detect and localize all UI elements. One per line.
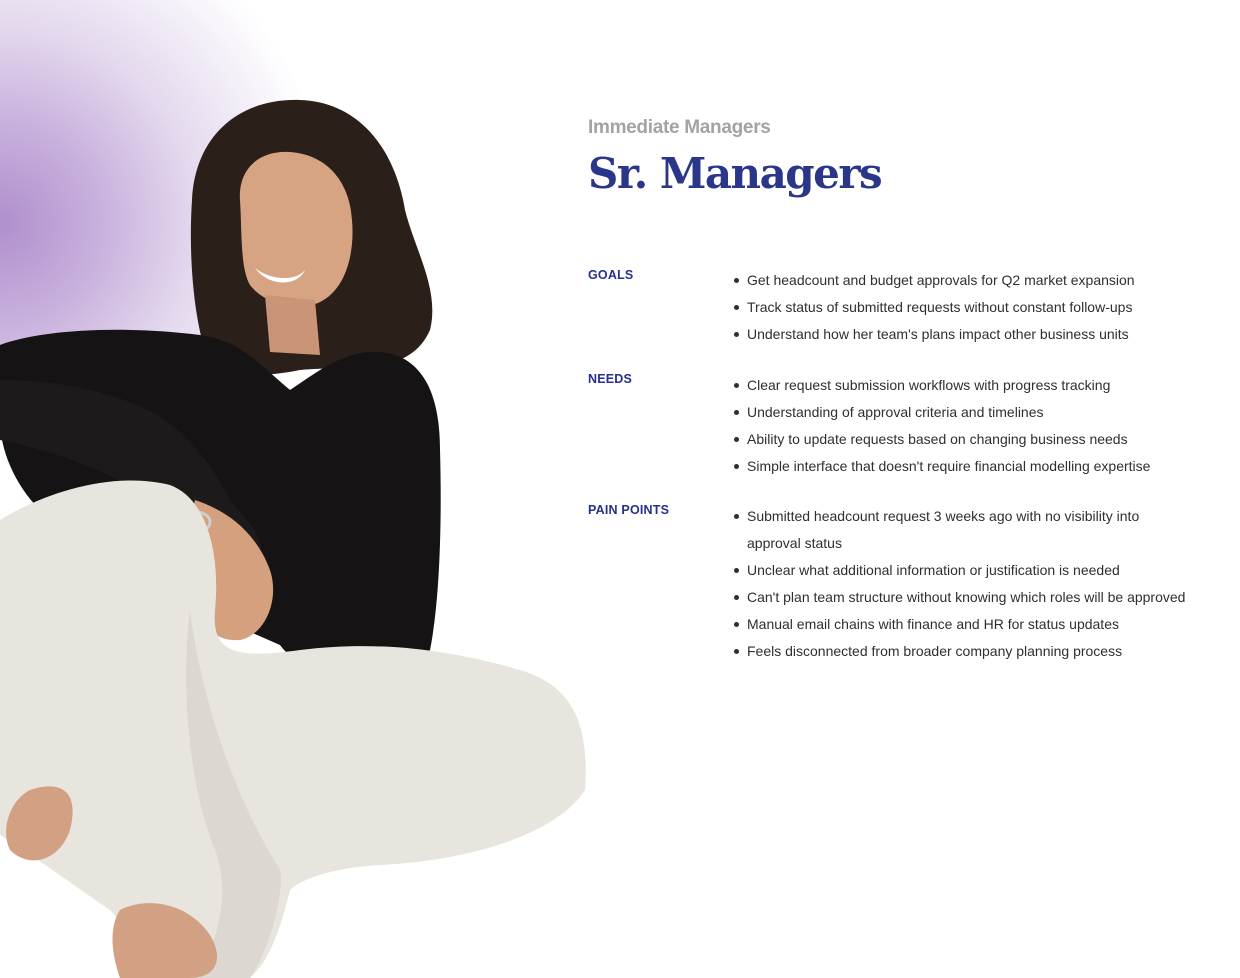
needs-section: [588, 372, 1208, 480]
persona-title: Sr. Managers: [588, 149, 882, 198]
needs-item: Understanding of approval criteria and timelines: [734, 399, 1194, 426]
pain-points-list: [734, 503, 1194, 665]
pain-point-item: Submitted headcount request 3 weeks ago with no visibility into approval status: [734, 503, 1194, 557]
needs-item: Simple interface that doesn't require financial modelling expertise: [734, 453, 1194, 480]
goals-item: Understand how her team's plans impact other business units: [734, 321, 1194, 348]
goals-section: [588, 267, 1208, 348]
persona-subtitle: Immediate Managers: [588, 117, 771, 138]
goals-item: Get headcount and budget approvals for Q2 market expansion: [734, 267, 1194, 294]
pain-point-item: Feels disconnected from broader company planning process: [734, 638, 1194, 665]
pain-point-item: Can't plan team structure without knowing which roles will be approved: [734, 584, 1194, 611]
pain-points-section: [588, 503, 1208, 665]
goals-list: [734, 267, 1194, 348]
pain-points-label: PAIN POINTS: [588, 503, 670, 517]
pain-point-item: Manual email chains with finance and HR for status updates: [734, 611, 1194, 638]
persona-photo: [0, 90, 600, 978]
persona-content: [588, 117, 1208, 665]
goals-item: Track status of submitted requests without constant follow-ups: [734, 294, 1194, 321]
needs-list: [734, 372, 1194, 480]
needs-label: NEEDS: [588, 372, 633, 386]
goals-label: GOALS: [588, 268, 634, 282]
pain-point-item: Unclear what additional information or justification is needed: [734, 557, 1194, 584]
needs-item: Clear request submission workflows with progress tracking: [734, 372, 1194, 399]
needs-item: Ability to update requests based on changing business needs: [734, 426, 1194, 453]
face: [240, 152, 353, 307]
